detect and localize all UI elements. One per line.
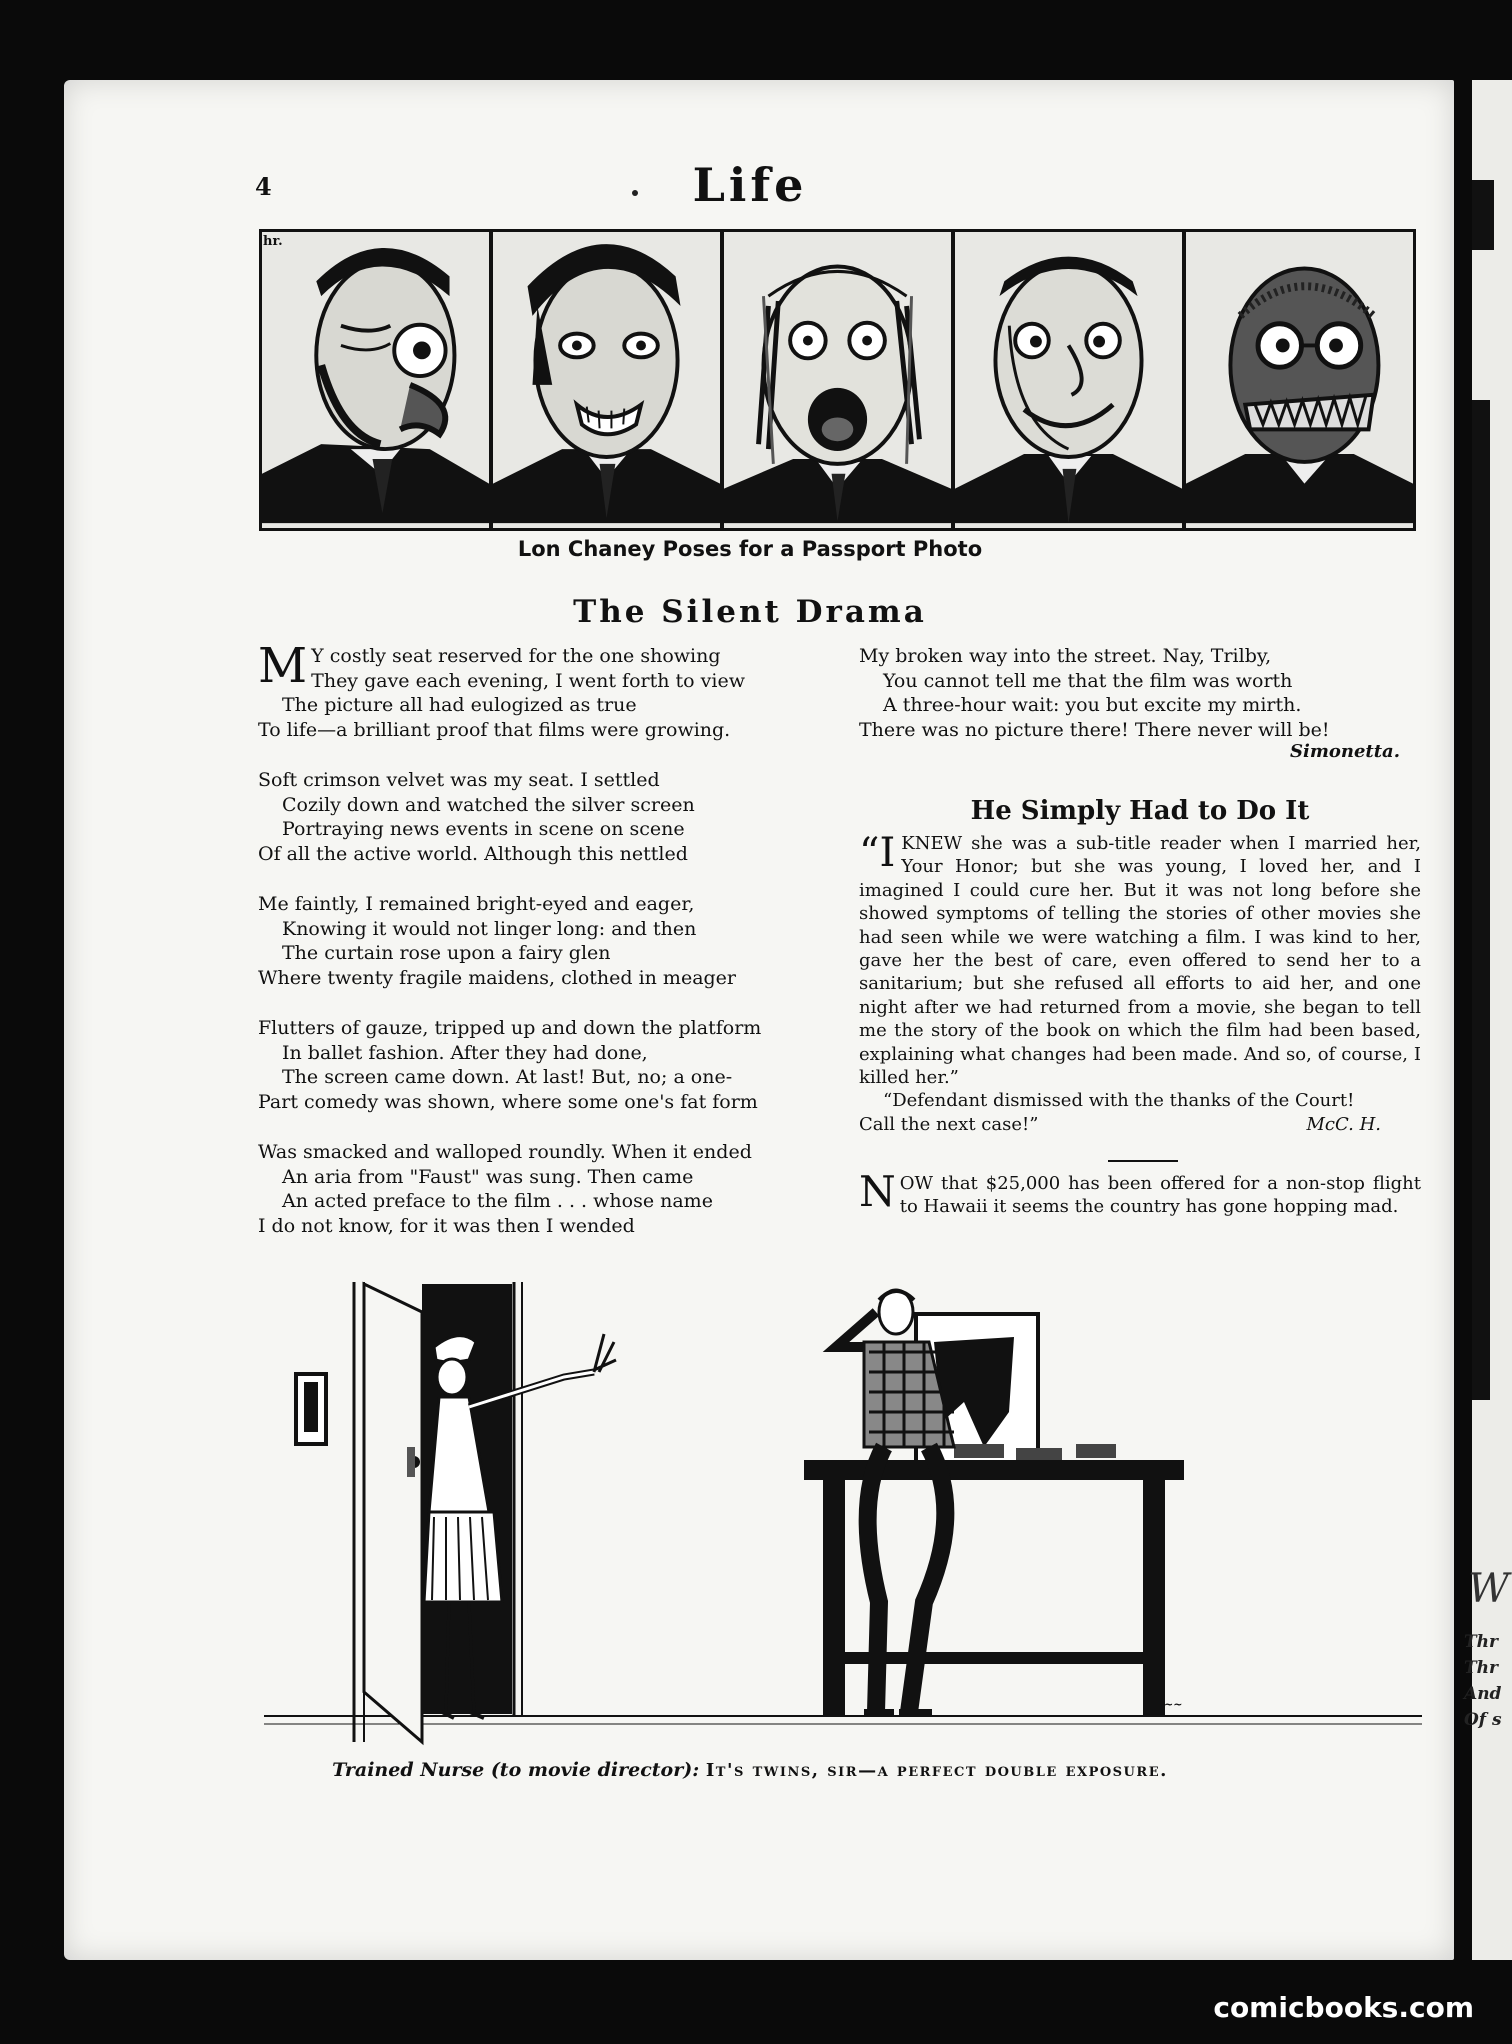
poem-line: A three-hour wait: you but excite my mirth. xyxy=(883,694,1302,716)
poem-line: Was smacked and walloped roundly. When it ended xyxy=(258,1141,752,1163)
cartoon-caption-speaker: Trained Nurse (to movie director): xyxy=(332,1759,700,1781)
poem-line: Me faintly, I remained bright-eyed and eager, xyxy=(258,893,695,915)
poem-stanza xyxy=(258,1140,818,1238)
caricature-face-1 xyxy=(262,232,489,528)
poem-line: I do not know, for it was then I wended xyxy=(258,1214,635,1237)
poem-line: There was no picture there! There never will be! xyxy=(859,718,1330,741)
story-signature: McC. H. xyxy=(1306,1113,1381,1135)
face-strip-illustration xyxy=(259,229,1416,531)
adjacent-page-fragment: Thr xyxy=(1464,1658,1498,1678)
face-panel-1 xyxy=(262,232,489,528)
strip-caption: Lon Chaney Poses for a Passport Photo xyxy=(517,537,983,561)
artist-signature: hr. xyxy=(263,234,283,249)
poem-line: My broken way into the street. Nay, Trilby, xyxy=(859,645,1272,667)
poem-line: The curtain rose upon a fairy glen xyxy=(282,942,611,964)
poem-left-column xyxy=(258,638,818,1264)
poem-line: They gave each evening, I went forth to view xyxy=(311,669,745,692)
poem-line: Cozily down and watched the silver screen xyxy=(282,793,695,816)
svg-text:~~: ~~ xyxy=(1164,1698,1183,1711)
story-dropcap: “I xyxy=(859,830,896,876)
poem-signature: Simonetta. xyxy=(1290,741,1400,762)
story-text: KNEW she was a sub-title reader when I married her, Your Honor; but she was young, I loved her, and I imagined I could cure her. But it was not long before she showed symptoms of telling the stories of other movies she had seen while we were watching a film. I was kind to her, gave her the best of care, even offered to send her to a sanitarium; but she refused all efforts to aid her, and one night after we had returned from a movie, she began to tell me the story of the book on which the film had been based, explaining what changes had been made. And so, of course, I killed her.” xyxy=(859,833,1421,1089)
poem-line: Where twenty fragile maidens, clothed in meager xyxy=(258,966,737,989)
poem-line: In ballet fashion. After they had done, xyxy=(282,1041,648,1064)
poem-line: The picture all had eulogized as true xyxy=(282,694,637,716)
masthead-title: Life xyxy=(692,158,808,212)
face-panel-5 xyxy=(1186,232,1413,528)
poem-line: Portraying news events in scene on scene xyxy=(282,818,685,840)
poem-line: Soft crimson velvet was my seat. I settled xyxy=(258,769,660,791)
story-title: He Simply Had to Do It xyxy=(970,796,1310,826)
poem-stanza xyxy=(258,638,818,742)
cartoon-drawing xyxy=(264,1272,1422,1752)
section-divider xyxy=(1108,1160,1178,1162)
caricature-face-4 xyxy=(955,232,1182,528)
poem-line: An aria from "Faust" was sung. Then came xyxy=(282,1165,694,1188)
poem-right-column xyxy=(859,644,1419,742)
face-panel-3 xyxy=(724,232,951,528)
cartoon-caption-speech: It's twins, sir—a perfect double exposure. xyxy=(705,1760,1168,1781)
nurse-cartoon-illustration xyxy=(264,1272,1422,1752)
story-body xyxy=(859,832,1421,1136)
story-verdict-end: Call the next case!” xyxy=(859,1113,1039,1135)
poem-line: An acted preface to the film . . . whose name xyxy=(282,1190,713,1212)
face-panel-4 xyxy=(955,232,1182,528)
adjacent-page-fragment: Thr xyxy=(1464,1632,1498,1652)
squib-text: OW that $25,000 has been offered for a non-stop flight to Hawaii it seems the country has gone hopping mad. xyxy=(899,1173,1421,1218)
adjacent-page-edge xyxy=(1464,80,1512,1960)
story-closing-row xyxy=(859,1113,1421,1136)
story-verdict: “Defendant dismissed with the thanks of the Court! xyxy=(883,1090,1355,1112)
poem-line: Y costly seat reserved for the one showing xyxy=(311,645,721,667)
poem-stanza xyxy=(258,1016,818,1114)
adjacent-page-fragment: Of s xyxy=(1464,1710,1502,1730)
poem-line: Of all the active world. Although this nettled xyxy=(258,842,688,865)
cartoon-caption xyxy=(0,1759,1500,1781)
poem-line: You cannot tell me that the film was worth xyxy=(883,669,1293,692)
page-number: 4 xyxy=(255,172,272,201)
poem-stanza xyxy=(258,892,818,990)
poem-line: The screen came down. At last! But, no; a one- xyxy=(282,1066,733,1088)
caricature-face-5 xyxy=(1186,232,1413,528)
adjacent-page-fragment: And xyxy=(1464,1684,1502,1704)
adjacent-page-initial: W xyxy=(1468,1566,1510,1612)
poem-stanza xyxy=(258,768,818,866)
poem-dropcap: M xyxy=(258,638,308,694)
squib-paragraph xyxy=(859,1167,1421,1219)
poem-line: To life—a brilliant proof that films were growing. xyxy=(258,718,731,741)
watermark: comicbooks.com xyxy=(1213,1991,1474,2024)
poem-line: Flutters of gauze, tripped up and down the platform xyxy=(258,1017,762,1039)
squib-dropcap: N xyxy=(859,1167,896,1216)
caricature-face-2 xyxy=(493,232,720,528)
caricature-face-3 xyxy=(724,232,951,528)
decorative-dot xyxy=(632,190,638,196)
face-panel-2 xyxy=(493,232,720,528)
poem-line: Part comedy was shown, where some one's fat form xyxy=(258,1090,758,1113)
poem-line: Knowing it would not linger long: and then xyxy=(282,917,697,940)
poem-title: The Silent Drama xyxy=(573,594,927,630)
